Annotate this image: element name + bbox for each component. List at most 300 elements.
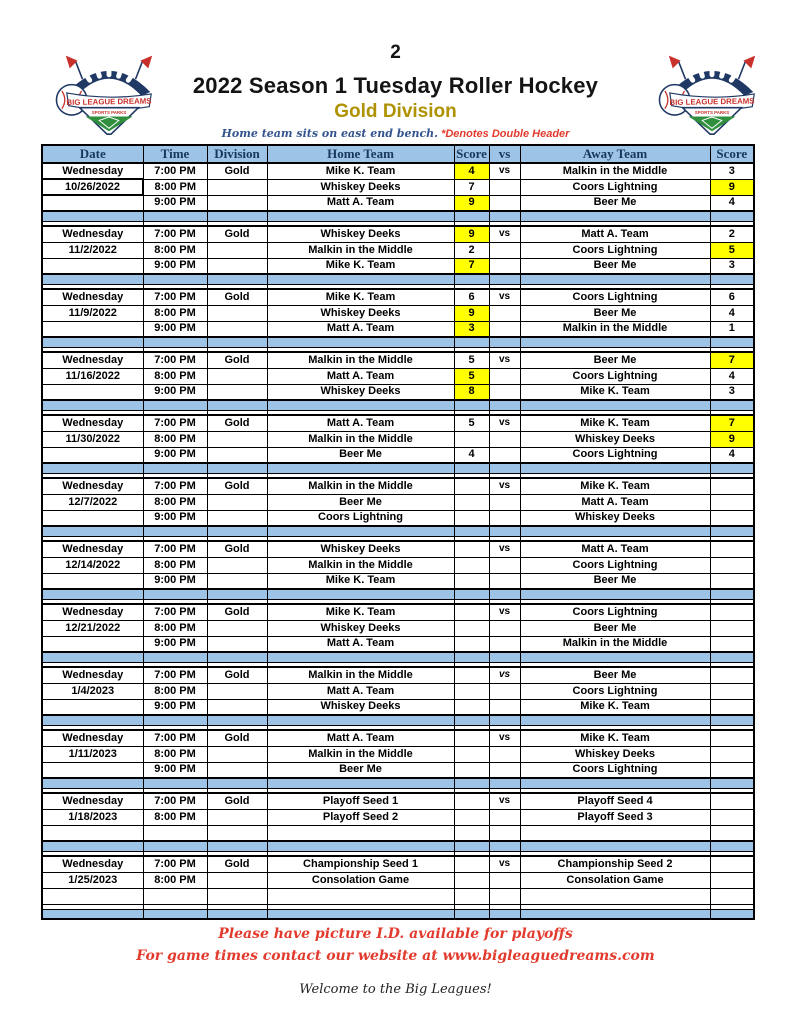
game-row — [42, 541, 754, 557]
home-team-cell: Beer Me — [267, 762, 454, 778]
home-score-cell — [454, 683, 489, 699]
vs-cell — [489, 179, 520, 195]
spacer-cell — [454, 652, 489, 662]
time-cell: 9:00 PM — [143, 636, 207, 652]
home-team-cell: Matt A. Team — [267, 321, 454, 337]
division-cell: Gold — [207, 541, 267, 557]
away-team-cell: Coors Lightning — [520, 683, 710, 699]
header-note — [0, 127, 791, 140]
spacer-cell — [710, 463, 754, 473]
game-row — [42, 667, 754, 683]
spacer-row-blue — [42, 715, 754, 725]
spacer-cell — [454, 778, 489, 788]
division-cell: Gold — [207, 730, 267, 746]
game-row — [42, 226, 754, 242]
spacer-cell — [454, 841, 489, 851]
page-title: 2022 Season 1 Tuesday Roller Hockey — [192, 73, 599, 98]
day-cell: Wednesday — [42, 793, 143, 809]
spacer-cell — [42, 589, 143, 599]
vs-cell — [489, 447, 520, 463]
logo-banner-text: BIG LEAGUE DREAMS — [66, 96, 152, 107]
spacer-cell — [42, 715, 143, 725]
game-row — [42, 604, 754, 620]
schedule-table — [41, 144, 755, 920]
spacer-cell — [42, 337, 143, 347]
home-score-cell — [454, 699, 489, 715]
vs-cell: vs — [489, 730, 520, 746]
away-team-cell: Coors Lightning — [520, 447, 710, 463]
date-cell — [42, 888, 143, 904]
game-row — [42, 258, 754, 274]
away-score-cell — [710, 541, 754, 557]
spacer-row-blue — [42, 909, 754, 919]
time-cell: 7:00 PM — [143, 856, 207, 872]
division-cell: Gold — [207, 352, 267, 368]
spacer-row-blue — [42, 463, 754, 473]
day-cell: Wednesday — [42, 478, 143, 494]
home-team-cell: Malkin in the Middle — [267, 557, 454, 573]
game-row — [42, 872, 754, 888]
vs-cell — [489, 746, 520, 762]
away-team-cell — [520, 888, 710, 904]
time-cell: 8:00 PM — [143, 242, 207, 258]
away-score-cell: 9 — [710, 431, 754, 447]
division-cell — [207, 510, 267, 526]
home-score-cell — [454, 667, 489, 683]
home-team-cell: Matt A. Team — [267, 195, 454, 211]
vs-cell — [489, 762, 520, 778]
column-header-division: Division — [207, 145, 267, 163]
home-team-cell: Whiskey Deeks — [267, 226, 454, 242]
away-team-cell: Mike K. Team — [520, 699, 710, 715]
away-team-cell: Whiskey Deeks — [520, 510, 710, 526]
time-cell: 7:00 PM — [143, 478, 207, 494]
away-score-cell — [710, 856, 754, 872]
date-cell — [42, 384, 143, 400]
home-team-cell: Malkin in the Middle — [267, 352, 454, 368]
game-row — [42, 730, 754, 746]
division-cell — [207, 494, 267, 510]
column-header-score: Score — [454, 145, 489, 163]
game-row — [42, 305, 754, 321]
game-row — [42, 289, 754, 305]
time-cell: 7:00 PM — [143, 541, 207, 557]
spacer-cell — [710, 337, 754, 347]
vs-cell — [489, 809, 520, 825]
date-cell — [42, 510, 143, 526]
time-cell: 7:00 PM — [143, 604, 207, 620]
division-cell: Gold — [207, 289, 267, 305]
vs-cell: vs — [489, 226, 520, 242]
division-cell — [207, 431, 267, 447]
away-score-cell: 7 — [710, 415, 754, 431]
spacer-cell — [207, 715, 267, 725]
spacer-cell — [42, 400, 143, 410]
vs-cell — [489, 242, 520, 258]
home-score-cell — [454, 872, 489, 888]
date-cell: 1/4/2023 — [42, 683, 143, 699]
division-cell: Gold — [207, 667, 267, 683]
vs-cell — [489, 494, 520, 510]
away-team-cell: Coors Lightning — [520, 289, 710, 305]
spacer-row-blue — [42, 274, 754, 284]
away-team-cell: Beer Me — [520, 573, 710, 589]
vs-cell — [489, 683, 520, 699]
column-header-score: Score — [710, 145, 754, 163]
away-team-cell: Playoff Seed 3 — [520, 809, 710, 825]
home-score-cell — [454, 746, 489, 762]
time-cell — [143, 825, 207, 841]
away-team-cell: Consolation Game — [520, 872, 710, 888]
vs-cell: vs — [489, 541, 520, 557]
day-cell: Wednesday — [42, 226, 143, 242]
spacer-cell — [454, 589, 489, 599]
spacer-cell — [42, 211, 143, 221]
away-team-cell: Coors Lightning — [520, 604, 710, 620]
vs-cell: vs — [489, 604, 520, 620]
vs-cell: vs — [489, 415, 520, 431]
date-cell — [42, 195, 143, 211]
division-cell — [207, 620, 267, 636]
game-row — [42, 793, 754, 809]
away-team-cell: Beer Me — [520, 352, 710, 368]
division-cell — [207, 384, 267, 400]
vs-cell — [489, 573, 520, 589]
away-team-cell: Coors Lightning — [520, 242, 710, 258]
day-cell: Wednesday — [42, 163, 143, 179]
spacer-cell — [42, 778, 143, 788]
spacer-cell — [207, 337, 267, 347]
home-score-cell — [454, 856, 489, 872]
away-team-cell: Malkin in the Middle — [520, 636, 710, 652]
division-cell — [207, 242, 267, 258]
away-score-cell — [710, 793, 754, 809]
date-cell: 12/14/2022 — [42, 557, 143, 573]
division-cell: Gold — [207, 415, 267, 431]
home-score-cell — [454, 494, 489, 510]
spacer-cell — [207, 211, 267, 221]
away-team-cell — [520, 825, 710, 841]
spacer-cell — [207, 778, 267, 788]
day-cell: Wednesday — [42, 856, 143, 872]
spacer-cell — [143, 909, 207, 919]
spacer-cell — [454, 400, 489, 410]
vs-cell — [489, 195, 520, 211]
game-row — [42, 746, 754, 762]
home-team-cell: Mike K. Team — [267, 573, 454, 589]
away-score-cell — [710, 636, 754, 652]
day-cell: Wednesday — [42, 667, 143, 683]
date-cell — [42, 258, 143, 274]
away-score-cell — [710, 573, 754, 589]
date-cell — [42, 699, 143, 715]
away-team-cell: Malkin in the Middle — [520, 321, 710, 337]
date-cell: 1/18/2023 — [42, 809, 143, 825]
home-team-cell: Malkin in the Middle — [267, 242, 454, 258]
time-cell: 9:00 PM — [143, 699, 207, 715]
time-cell: 9:00 PM — [143, 195, 207, 211]
away-team-cell: Beer Me — [520, 258, 710, 274]
spacer-cell — [267, 337, 454, 347]
spacer-row-blue — [42, 652, 754, 662]
home-team-cell: Playoff Seed 2 — [267, 809, 454, 825]
spacer-cell — [520, 526, 710, 536]
footer-website-note: For game times contact our website at www.bigleaguedreams.com — [136, 948, 655, 964]
division-cell — [207, 636, 267, 652]
vs-cell: vs — [489, 667, 520, 683]
home-score-cell: 4 — [454, 447, 489, 463]
home-team-cell: Whiskey Deeks — [267, 384, 454, 400]
header-row — [42, 145, 754, 163]
home-team-cell: Beer Me — [267, 447, 454, 463]
home-score-cell: 4 — [454, 163, 489, 179]
division-cell: Gold — [207, 163, 267, 179]
date-cell: 11/9/2022 — [42, 305, 143, 321]
home-team-cell — [267, 888, 454, 904]
spacer-cell — [143, 652, 207, 662]
vs-cell — [489, 321, 520, 337]
spacer-cell — [520, 274, 710, 284]
away-team-cell: Mike K. Team — [520, 478, 710, 494]
game-row — [42, 242, 754, 258]
time-cell: 7:00 PM — [143, 226, 207, 242]
home-score-cell: 9 — [454, 195, 489, 211]
spacer-cell — [267, 589, 454, 599]
home-team-cell: Whiskey Deeks — [267, 179, 454, 195]
home-team-cell: Mike K. Team — [267, 258, 454, 274]
game-row — [42, 620, 754, 636]
home-team-cell: Coors Lightning — [267, 510, 454, 526]
home-team-cell: Matt A. Team — [267, 730, 454, 746]
spacer-cell — [207, 400, 267, 410]
away-score-cell: 4 — [710, 368, 754, 384]
date-cell: 11/16/2022 — [42, 368, 143, 384]
away-team-cell: Mike K. Team — [520, 415, 710, 431]
vs-cell: vs — [489, 793, 520, 809]
spacer-cell — [520, 589, 710, 599]
vs-cell — [489, 510, 520, 526]
division-cell — [207, 368, 267, 384]
home-team-cell: Championship Seed 1 — [267, 856, 454, 872]
spacer-cell — [267, 841, 454, 851]
time-cell: 8:00 PM — [143, 620, 207, 636]
away-team-cell: Whiskey Deeks — [520, 746, 710, 762]
home-team-cell: Matt A. Team — [267, 368, 454, 384]
game-row — [42, 384, 754, 400]
home-team-cell: Malkin in the Middle — [267, 431, 454, 447]
away-team-cell: Coors Lightning — [520, 179, 710, 195]
vs-cell — [489, 888, 520, 904]
division-cell: Gold — [207, 604, 267, 620]
spacer-cell — [454, 526, 489, 536]
spacer-cell — [143, 841, 207, 851]
away-score-cell — [710, 510, 754, 526]
home-score-cell: 9 — [454, 226, 489, 242]
home-score-cell: 3 — [454, 321, 489, 337]
date-cell — [42, 636, 143, 652]
away-score-cell — [710, 888, 754, 904]
spacer-cell — [454, 909, 489, 919]
spacer-cell — [454, 715, 489, 725]
time-cell: 8:00 PM — [143, 683, 207, 699]
date-cell — [42, 321, 143, 337]
logo-subtext: SPORTS PARKS — [694, 110, 730, 116]
away-score-cell — [710, 478, 754, 494]
away-score-cell: 6 — [710, 289, 754, 305]
date-cell: 10/26/2022 — [42, 179, 143, 195]
spacer-cell — [489, 715, 520, 725]
spacer-cell — [267, 715, 454, 725]
away-score-cell: 3 — [710, 163, 754, 179]
spacer-cell — [42, 909, 143, 919]
spacer-cell — [42, 841, 143, 851]
date-cell: 1/25/2023 — [42, 872, 143, 888]
home-score-cell — [454, 541, 489, 557]
away-team-cell: Beer Me — [520, 620, 710, 636]
home-team-cell: Whiskey Deeks — [267, 541, 454, 557]
day-cell: Wednesday — [42, 541, 143, 557]
game-row — [42, 494, 754, 510]
home-team-cell: Matt A. Team — [267, 636, 454, 652]
spacer-cell — [267, 211, 454, 221]
spacer-cell — [710, 841, 754, 851]
date-cell — [42, 762, 143, 778]
time-cell: 7:00 PM — [143, 667, 207, 683]
division-cell — [207, 699, 267, 715]
vs-cell — [489, 825, 520, 841]
division-cell — [207, 762, 267, 778]
spacer-cell — [267, 778, 454, 788]
spacer-cell — [267, 526, 454, 536]
spacer-cell — [710, 400, 754, 410]
spacer-cell — [710, 715, 754, 725]
spacer-cell — [42, 463, 143, 473]
away-score-cell — [710, 683, 754, 699]
double-header-note: *Denotes Double Header — [441, 128, 570, 140]
vs-cell: vs — [489, 478, 520, 494]
away-score-cell: 3 — [710, 258, 754, 274]
away-team-cell: Malkin in the Middle — [520, 163, 710, 179]
spacer-cell — [143, 715, 207, 725]
home-score-cell: 7 — [454, 179, 489, 195]
spacer-cell — [42, 274, 143, 284]
away-score-cell — [710, 494, 754, 510]
spacer-cell — [489, 652, 520, 662]
spacer-cell — [143, 589, 207, 599]
game-row — [42, 195, 754, 211]
away-score-cell: 4 — [710, 305, 754, 321]
spacer-cell — [520, 652, 710, 662]
spacer-cell — [520, 909, 710, 919]
home-score-cell: 5 — [454, 368, 489, 384]
home-score-cell: 5 — [454, 352, 489, 368]
spacer-cell — [710, 211, 754, 221]
time-cell: 8:00 PM — [143, 179, 207, 195]
time-cell: 7:00 PM — [143, 730, 207, 746]
home-score-cell — [454, 510, 489, 526]
home-score-cell: 7 — [454, 258, 489, 274]
column-header-home-team: Home Team — [267, 145, 454, 163]
away-team-cell: Beer Me — [520, 195, 710, 211]
spacer-cell — [489, 274, 520, 284]
time-cell: 8:00 PM — [143, 494, 207, 510]
away-team-cell: Mike K. Team — [520, 730, 710, 746]
away-score-cell — [710, 730, 754, 746]
away-team-cell: Mike K. Team — [520, 384, 710, 400]
away-team-cell: Beer Me — [520, 667, 710, 683]
home-score-cell: 8 — [454, 384, 489, 400]
spacer-row-blue — [42, 400, 754, 410]
spacer-cell — [520, 715, 710, 725]
away-team-cell: Playoff Seed 4 — [520, 793, 710, 809]
date-cell: 11/30/2022 — [42, 431, 143, 447]
time-cell: 8:00 PM — [143, 746, 207, 762]
division-cell: Gold — [207, 793, 267, 809]
division-cell — [207, 179, 267, 195]
home-score-cell — [454, 888, 489, 904]
home-team-cell: Malkin in the Middle — [267, 478, 454, 494]
division-cell — [207, 872, 267, 888]
away-score-cell — [710, 699, 754, 715]
spacer-cell — [710, 909, 754, 919]
away-team-cell: Beer Me — [520, 305, 710, 321]
home-score-cell — [454, 478, 489, 494]
away-team-cell: Matt A. Team — [520, 541, 710, 557]
vs-cell — [489, 258, 520, 274]
column-header-date: Date — [42, 145, 143, 163]
spacer-cell — [454, 463, 489, 473]
spacer-cell — [143, 274, 207, 284]
vs-cell — [489, 305, 520, 321]
home-team-cell: Consolation Game — [267, 872, 454, 888]
date-cell: 12/7/2022 — [42, 494, 143, 510]
spacer-row-blue — [42, 337, 754, 347]
away-score-cell: 9 — [710, 179, 754, 195]
game-row — [42, 762, 754, 778]
spacer-cell — [143, 337, 207, 347]
date-cell — [42, 825, 143, 841]
column-header-vs: vs — [489, 145, 520, 163]
time-cell: 7:00 PM — [143, 352, 207, 368]
spacer-cell — [207, 589, 267, 599]
spacer-cell — [42, 526, 143, 536]
spacer-cell — [267, 909, 454, 919]
away-score-cell: 2 — [710, 226, 754, 242]
spacer-cell — [710, 778, 754, 788]
spacer-cell — [520, 841, 710, 851]
home-team-cell: Mike K. Team — [267, 604, 454, 620]
game-row — [42, 431, 754, 447]
division-cell — [207, 573, 267, 589]
away-team-cell: Whiskey Deeks — [520, 431, 710, 447]
spacer-cell — [454, 337, 489, 347]
home-team-cell: Beer Me — [267, 494, 454, 510]
away-team-cell: Matt A. Team — [520, 494, 710, 510]
date-cell — [42, 573, 143, 589]
game-row — [42, 321, 754, 337]
away-team-cell: Coors Lightning — [520, 557, 710, 573]
spacer-cell — [207, 652, 267, 662]
spacer-cell — [267, 463, 454, 473]
spacer-cell — [454, 211, 489, 221]
division-cell — [207, 746, 267, 762]
home-score-cell — [454, 636, 489, 652]
away-score-cell: 1 — [710, 321, 754, 337]
spacer-cell — [207, 909, 267, 919]
home-score-cell — [454, 604, 489, 620]
time-cell: 8:00 PM — [143, 557, 207, 573]
time-cell: 7:00 PM — [143, 415, 207, 431]
